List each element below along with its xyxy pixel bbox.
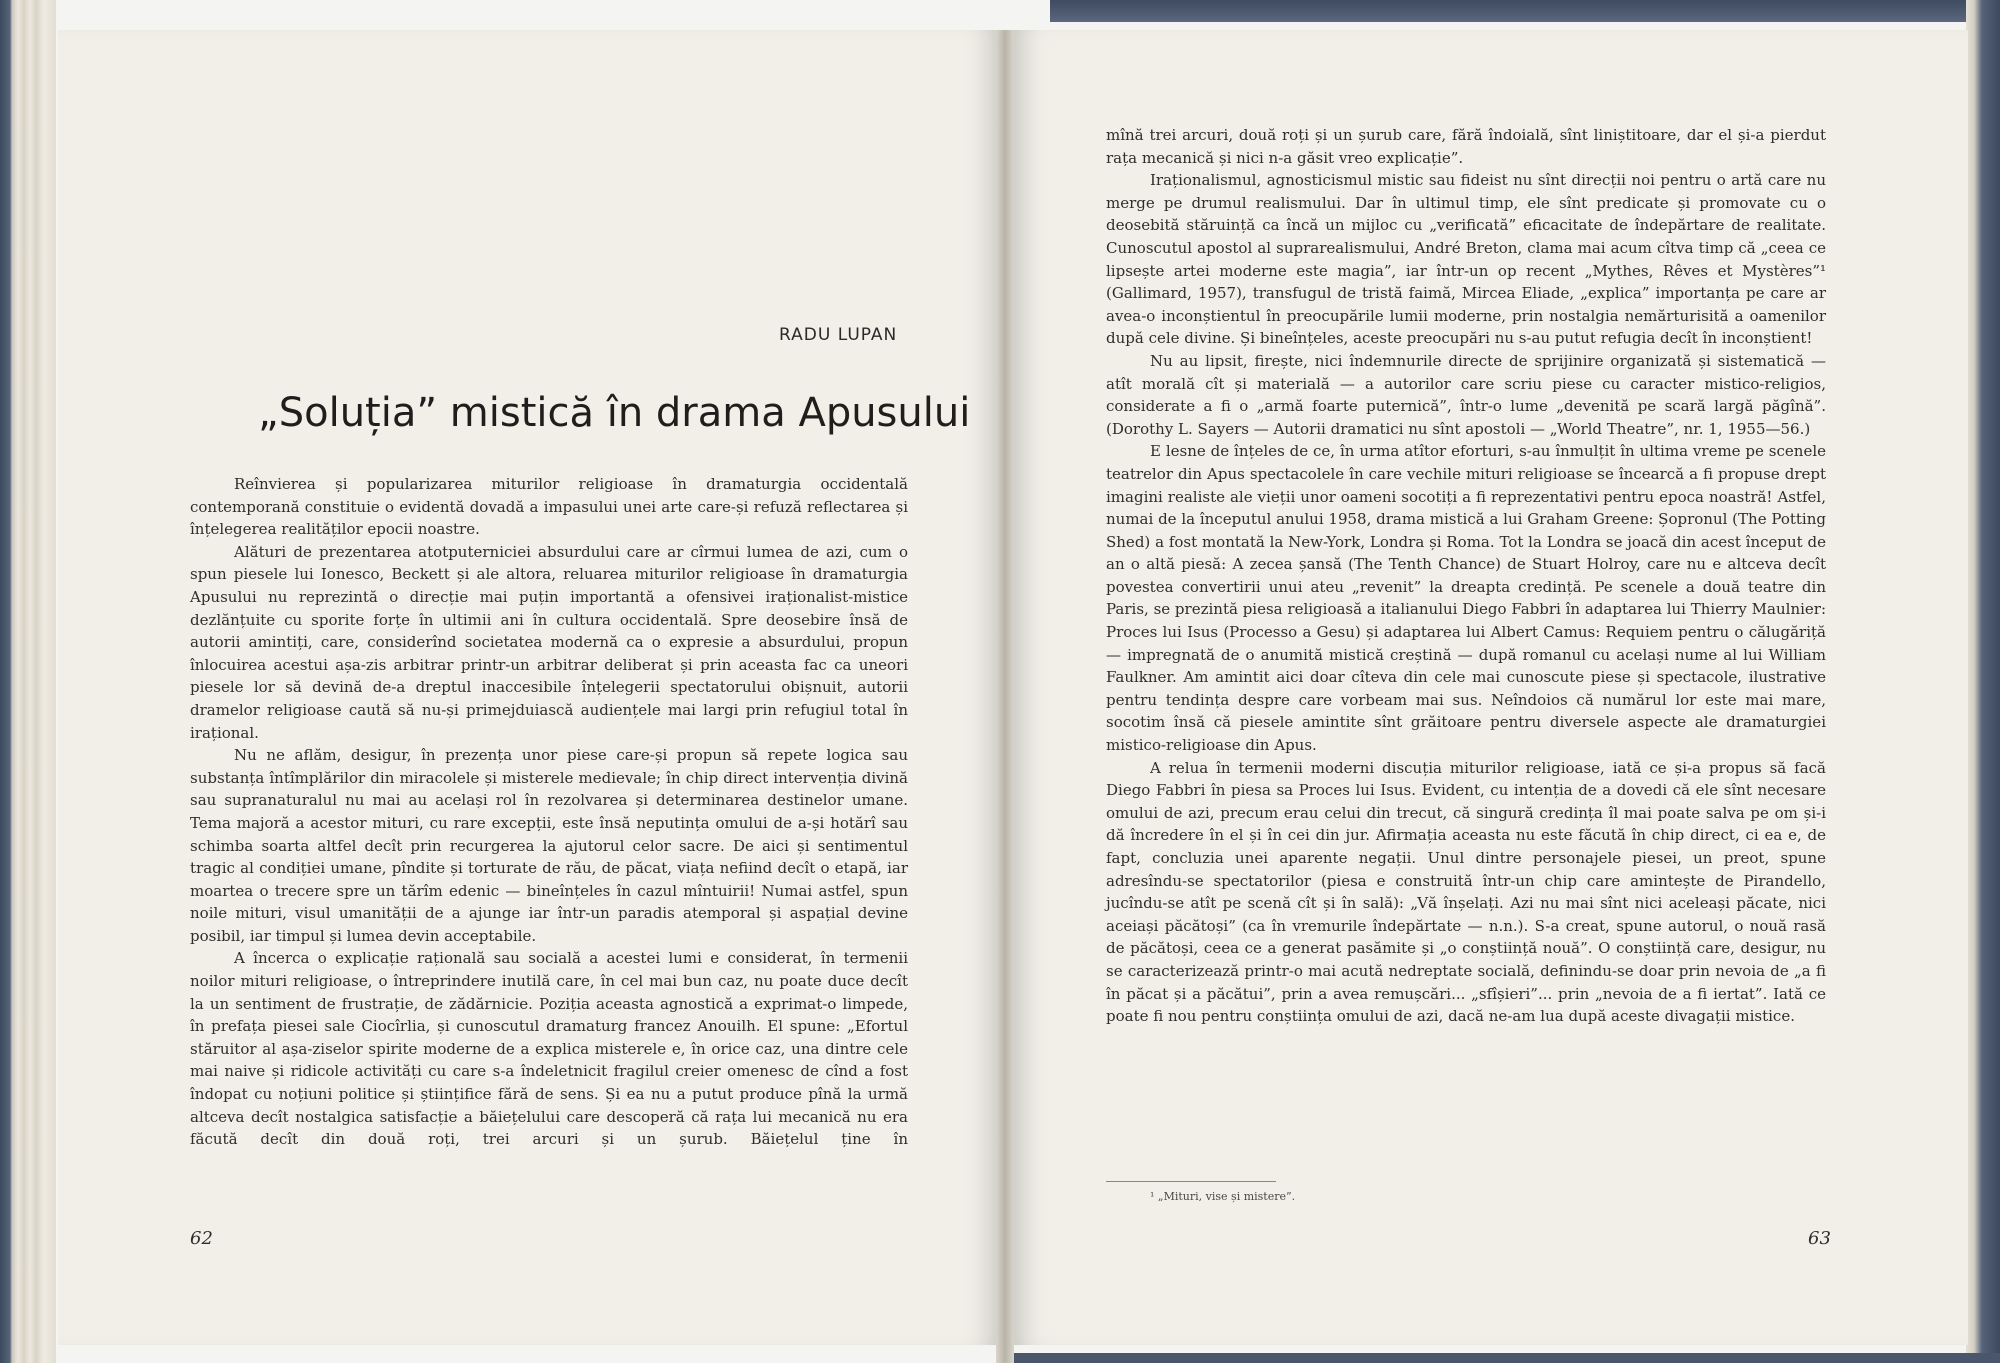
left-page-text-column — [190, 473, 908, 1151]
article-author: RADU LUPAN — [779, 325, 898, 345]
paragraph: E lesne de înțeles de ce, în urma atîtor eforturi, s-au înmulțit în ultima vreme pe scenele teatrelor din Apus spectacolele în care vechile mituri religioase se încearcă a fi propuse drept imagini realiste ale vieții unor oameni socotiți a fi reprezentativi pentru epoca noastră! Astfel, numai de la începutul anului 1958, drama mistică a lui Graham Greene: Șopronul (The Potting Shed) a fost montată la New-York, Londra și Roma. Tot la Londra se joacă din acest început de an o altă piesă: A zecea șansă (The Tenth Chance) de Stuart Holroy, care nu e altceva decît povestea convertirii unui ateu „revenit” la dreapta credință. Pe scenele a două teatre din Paris, se prezintă piesa religioasă a italianului Diego Fabbri în adaptarea lui Thierry Maulnier: Proces lui Isus (Processo a Gesu) și adaptarea lui Albert Camus: Requiem pentru o călugăriță — impregnată de o anumită mistică creștină — după romanul cu același nume al lui William Faulkner. Am amintit aici doar cîteva din cele mai cunoscute piese și spectacole, ilustrative pentru tendința despre care vorbeam mai sus. Neîndoios că numărul lor este mai mare, socotim însă că piesele amintite sînt grăitoare pentru diversele aspecte ale dramaturgiei mistico-religioase din Apus. — [1106, 442, 1826, 755]
book-cover-top-edge — [1050, 0, 2000, 22]
paragraph: A încerca o explicație rațională sau socială a acestei lumi e considerat, în termenii noilor mituri religioase, o întreprindere inutilă care, în cel mai bun caz, nu poate duce decît la un sentiment de frustrație, de zădărnicie. Poziția aceasta agnostică a exprimat-o limpede, în prefața piesei sale Ciocîrlia, și cunoscutul dramaturg francez Anouilh. El spune: „Efortul stăruitor al așa-ziselor spirite moderne de a explica misterele e, în orice caz, una dintre cele mai naive și ridicole activități cu care s-a îndeletnicit fragilul creier omenesc de cînd a fost îndopat cu noțiuni politice și științifice fără de sens. Și ea nu a putut produce pînă la urmă altceva decît nostalgica satisfacție a băiețelului care descoperă că rața lui mecanică nu era făcută decît din două roți, trei arcuri și un șurub. Băiețelul ține în — [190, 949, 908, 1149]
paragraph-continued: mînă trei arcuri, două roți și un șurub care, fără îndoială, sînt liniștitoare, dar el și-a pierdut rața mecanică și nici n-a găsit vreo explicație”. — [1106, 126, 1826, 167]
right-page-text-column — [1106, 124, 1826, 1028]
footnote-divider — [1106, 1181, 1276, 1182]
page-number-left: 62 — [190, 1228, 213, 1249]
paragraph: Iraționalismul, agnosticismul mistic sau fideist nu sînt direcții noi pentru o artă care nu merge pe drumul realismului. Dar în ultimul timp, ele sînt predicate și promovate cu o deosebită stăruință ca încă un mijloc cu „verificată” eficacitate de îndepărtare de realitate. Cunoscutul apostol al suprarealismului, André Breton, clama mai acum cîtva timp că „ceea ce lipsește artei moderne este magia”, iar într-un op recent „Mythes, Rêves et Mystères”¹ (Gallimard, 1957), transfugul de tristă faimă, Mircea Eliade, „explica” importanța pe care ar avea-o inconștientul în preocupările lumii moderne, prin nostalgia nemărturisită a oamenilor după cele divine. Și bineînțeles, aceste preocupări nu s-au putut refugia decît în inconștient! — [1106, 171, 1826, 348]
book-cover-right-edge — [1966, 0, 2000, 1363]
paragraph: Nu ne aflăm, desigur, în prezența unor piese care-și propun să repete logica sau substanța întîmplărilor din miracolele și misterele medievale; în chip direct intervenția divină sau supranaturalul nu mai au același rol în rezolvarea și determinarea destinelor umane. Tema majoră a acestor mituri, cu rare excepții, este însă neputința omului de a-și hotărî sau schimba soarta altfel decît prin recurgerea la ajutorul celor sacre. De aici și sentimentul tragic al condiției umane, pîndite și torturate de rău, de păcat, viața nefiind decît o etapă, iar moartea o trecere spre un tărîm edenic — bineînțeles în cazul mîntuirii! Numai astfel, spun noile mituri, visul umanității de a ajunge iar într-un paradis atemporal și aspațial devine posibil, iar timpul și lumea devin acceptabile. — [190, 746, 908, 945]
paragraph: Reînvierea și popularizarea miturilor religioase în dramaturgia occidentală contemporană constituie o evidentă dovadă a impasului unei arte care-și refuză reflectarea și înțelegerea realităților epocii noastre. — [190, 475, 908, 539]
paragraph: A relua în termenii moderni discuția miturilor religioase, iată ce și-a propus să facă Diego Fabbri în piesa sa Proces lui Isus. Evident, cu intenția de a dovedi că ele sînt necesare omului de azi, precum erau celui din trecut, că singură credința îl mai poate salva pe om și-i dă încredere în el și în cei din jur. Afirmația aceasta nu este făcută în chip direct, ci ea e, de fapt, concluzia unei aparente negații. Unul dintre personajele piesei, un preot, spune adresîndu-se spectatorilor (piesa e construită într-un chip care amintește de Pirandello, jucîndu-se atît pe scenă cît și în sală): „Vă înșelați. Azi nu mai sînt nici aceleași păcate, nici aceiași păcătoși” (ca în vremurile îndepărtate — n.n.). S-a creat, spune autorul, o nouă rasă de păcătoși, ceea ce a generat pasămite și „o conștiință nouă”. O conștiință care, desigur, nu se caracterizează printr-o mai acută nedreptate socială, definindu-se doar prin nevoia de „a fi în păcat și a păcătui”, prin a avea remușcări... „sfîșieri”... prin „nevoia de a fi iertat”. Iată ce poate fi nou pentru conștiința omului de azi, dacă ne-am lua după aceste divagații mistice. — [1106, 758, 1826, 1026]
paragraph: Nu au lipsit, firește, nici îndemnurile directe de sprijinire organizată și sistematică — atît morală cît și materială — a autorilor care scriu piese cu caracter mistico-religios, considerate a fi o „armă foarte puternică”, într-o lume „devenită pe scară largă păgînă”. (Dorothy L. Sayers — Autorii dramatici nu sînt apostoli — „World Theatre”, nr. 1, 1955—56.) — [1106, 351, 1826, 438]
book-spine — [996, 30, 1014, 1363]
book-cover-left-edge — [0, 0, 56, 1363]
book-cover-bottom-edge — [1000, 1353, 2000, 1363]
paragraph: Alături de prezentarea atotputerniciei absurdului care ar cîrmui lumea de azi, cum o spun piesele lui Ionesco, Beckett și ale altora, reluarea miturilor religioase în dramaturgia Apusului nu reprezintă o direcție mai puțin importantă a ofensivei iraționalist-mistice dezlănțuite cu sporite forțe în ultimii ani în cultura occidentală. Spre deosebire însă de autorii amintiți, care, considerînd societatea modernă ca o expresie a absurdului, propun înlocuirea acestui așa-zis arbitrar printr-un arbitrar deliberat și prin aceasta fac ca uneori piesele lor să devină de-a dreptul inaccesibile înțelegerii spectatorului obișnuit, autorii dramelor religioase caută să nu-și primejduiască audiențele mai largi prin refugiul total în irațional. — [190, 542, 908, 742]
footnote: ¹ „Mituri, vise și mistere”. — [1150, 1190, 1296, 1203]
article-title: „Soluția” mistică în drama Apusului — [258, 390, 971, 436]
page-number-right: 63 — [1808, 1228, 1831, 1249]
